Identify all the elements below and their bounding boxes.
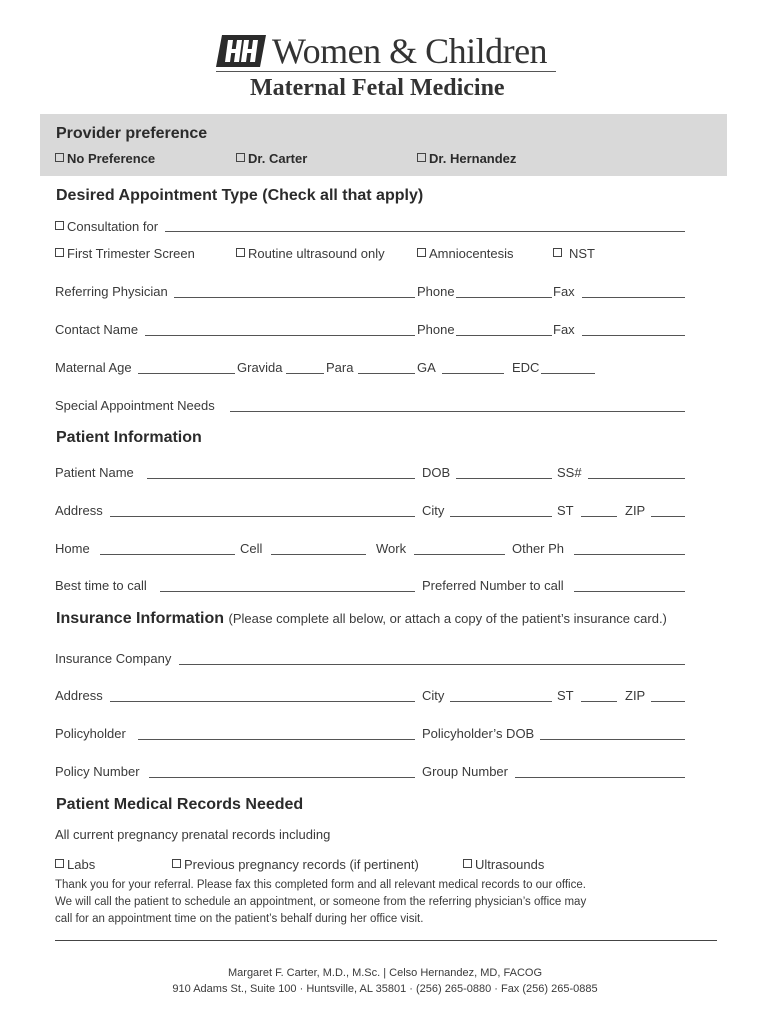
- patient-info-title: Patient Information: [56, 429, 202, 446]
- provider-option-dr-carter[interactable]: Dr. Carter: [236, 151, 307, 166]
- ssn-label: SS#: [557, 465, 582, 480]
- patient-city-field[interactable]: [450, 516, 552, 517]
- best-time-field[interactable]: [160, 591, 415, 592]
- patient-zip-label: ZIP: [625, 503, 646, 518]
- insurance-company-label: Insurance Company: [55, 651, 172, 666]
- records-option-previous-pregnancy[interactable]: Previous pregnancy records (if pertinent): [172, 857, 419, 872]
- policyholder-dob-label: Policyholder’s DOB: [422, 726, 535, 741]
- patient-address-field[interactable]: [110, 516, 415, 517]
- records-option-ultrasounds[interactable]: Ultrasounds: [463, 857, 544, 872]
- patient-st-field[interactable]: [581, 516, 617, 517]
- insurance-info-title: Insurance Information (Please complete all below, or attach a copy of the patient’s insurance card.): [56, 610, 667, 627]
- brand-subtitle: Maternal Fetal Medicine: [250, 75, 505, 101]
- contact-fax-label: Fax: [553, 322, 575, 337]
- patient-name-label: Patient Name: [55, 465, 134, 480]
- para-field[interactable]: [358, 373, 415, 374]
- checkbox[interactable]: [55, 153, 64, 162]
- consultation-for-field[interactable]: [165, 231, 685, 232]
- insurance-note: (Please complete all below, or attach a copy of the patient’s insurance card.): [228, 611, 667, 626]
- gravida-label: Gravida: [237, 360, 283, 375]
- checkbox[interactable]: [236, 153, 245, 162]
- maternal-age-field[interactable]: [138, 373, 235, 374]
- thanks-line-2: We will call the patient to schedule an appointment, or someone from the referring physician’s office may: [55, 896, 587, 908]
- footer-address: 910 Adams St., Suite 100 · Huntsville, AL 35801 · (256) 265-0880 · Fax (256) 265-0885: [172, 983, 598, 995]
- type-routine-ultrasound[interactable]: Routine ultrasound only: [236, 246, 385, 261]
- checkbox[interactable]: [553, 248, 562, 257]
- fax-field[interactable]: [582, 297, 685, 298]
- insurance-address-field[interactable]: [110, 701, 415, 702]
- provider-option-dr-hernandez[interactable]: Dr. Hernandez: [417, 151, 516, 166]
- checkbox[interactable]: [172, 859, 181, 868]
- records-option-labs[interactable]: Labs: [55, 857, 95, 872]
- home-phone-label: Home: [55, 541, 90, 556]
- hh-logo-icon: [216, 35, 266, 67]
- checkbox[interactable]: [55, 859, 64, 868]
- insurance-company-field[interactable]: [179, 664, 685, 665]
- insurance-st-label: ST: [557, 688, 574, 703]
- group-number-label: Group Number: [422, 764, 508, 779]
- header-logo: [216, 30, 558, 105]
- group-number-field[interactable]: [515, 777, 685, 778]
- contact-name-label: Contact Name: [55, 322, 139, 337]
- phone-field[interactable]: [456, 297, 552, 298]
- patient-name-field[interactable]: [147, 478, 415, 479]
- other-phone-field[interactable]: [574, 554, 685, 555]
- ssn-field[interactable]: [588, 478, 685, 479]
- type-nst[interactable]: NST: [553, 246, 595, 261]
- checkbox[interactable]: [417, 248, 426, 257]
- insurance-city-label: City: [422, 688, 445, 703]
- medical-records-intro: All current pregnancy prenatal records including: [55, 827, 331, 842]
- dob-label: DOB: [422, 465, 451, 480]
- patient-zip-field[interactable]: [651, 516, 685, 517]
- consultation-for-option[interactable]: Consultation for: [55, 219, 158, 234]
- patient-city-label: City: [422, 503, 445, 518]
- type-amniocentesis[interactable]: Amniocentesis: [417, 246, 514, 261]
- preferred-number-field[interactable]: [574, 591, 685, 592]
- work-phone-label: Work: [376, 541, 407, 556]
- checkbox[interactable]: [236, 248, 245, 257]
- other-phone-label: Other Ph: [512, 541, 565, 556]
- gravida-field[interactable]: [286, 373, 324, 374]
- edc-field[interactable]: [541, 373, 595, 374]
- footer-divider: [55, 940, 717, 941]
- type-first-trimester[interactable]: First Trimester Screen: [55, 246, 195, 261]
- dob-field[interactable]: [456, 478, 552, 479]
- thanks-line-1: Thank you for your referral. Please fax this completed form and all relevant medical records to our office.: [55, 879, 586, 891]
- medical-records-title: Patient Medical Records Needed: [56, 796, 304, 813]
- special-needs-field[interactable]: [230, 411, 685, 412]
- policy-number-field[interactable]: [149, 777, 415, 778]
- ga-field[interactable]: [442, 373, 504, 374]
- cell-phone-label: Cell: [240, 541, 263, 556]
- ga-label: GA: [417, 360, 436, 375]
- edc-label: EDC: [512, 360, 540, 375]
- provider-preference-title: Provider preference: [56, 125, 208, 142]
- maternal-age-label: Maternal Age: [55, 360, 132, 375]
- cell-phone-field[interactable]: [271, 554, 366, 555]
- brand-divider: [216, 71, 556, 72]
- policyholder-label: Policyholder: [55, 726, 126, 741]
- preferred-number-label: Preferred Number to call: [422, 578, 564, 593]
- special-needs-label: Special Appointment Needs: [55, 398, 215, 413]
- policyholder-dob-field[interactable]: [540, 739, 685, 740]
- best-time-label: Best time to call: [55, 578, 147, 593]
- brand-name: Women & Children: [272, 31, 548, 71]
- insurance-city-field[interactable]: [450, 701, 552, 702]
- checkbox[interactable]: [463, 859, 472, 868]
- contact-phone-label: Phone: [417, 322, 455, 337]
- work-phone-field[interactable]: [414, 554, 505, 555]
- insurance-zip-label: ZIP: [625, 688, 646, 703]
- appointment-type-title: Desired Appointment Type (Check all that apply): [56, 187, 424, 204]
- checkbox[interactable]: [55, 248, 64, 257]
- referring-physician-label: Referring Physician: [55, 284, 168, 299]
- provider-preference-band: [40, 114, 727, 176]
- para-label: Para: [326, 360, 354, 375]
- contact-fax-field[interactable]: [582, 335, 685, 336]
- checkbox[interactable]: [417, 153, 426, 162]
- policyholder-field[interactable]: [138, 739, 415, 740]
- insurance-address-label: Address: [55, 688, 103, 703]
- footer-doctors: Margaret F. Carter, M.D., M.Sc. | Celso Hernandez, MD, FACOG: [228, 967, 542, 979]
- contact-phone-field[interactable]: [456, 335, 552, 336]
- insurance-zip-field[interactable]: [651, 701, 685, 702]
- insurance-st-field[interactable]: [581, 701, 617, 702]
- thanks-line-3: call for an appointment time on the patient’s behalf during her office visit.: [55, 913, 424, 925]
- provider-option-no-preference[interactable]: No Preference: [55, 151, 155, 166]
- fax-label: Fax: [553, 284, 575, 299]
- policy-number-label: Policy Number: [55, 764, 140, 779]
- patient-st-label: ST: [557, 503, 574, 518]
- phone-label: Phone: [417, 284, 455, 299]
- referring-physician-field[interactable]: [174, 297, 415, 298]
- checkbox[interactable]: [55, 221, 64, 230]
- home-phone-field[interactable]: [100, 554, 235, 555]
- patient-address-label: Address: [55, 503, 103, 518]
- contact-name-field[interactable]: [145, 335, 415, 336]
